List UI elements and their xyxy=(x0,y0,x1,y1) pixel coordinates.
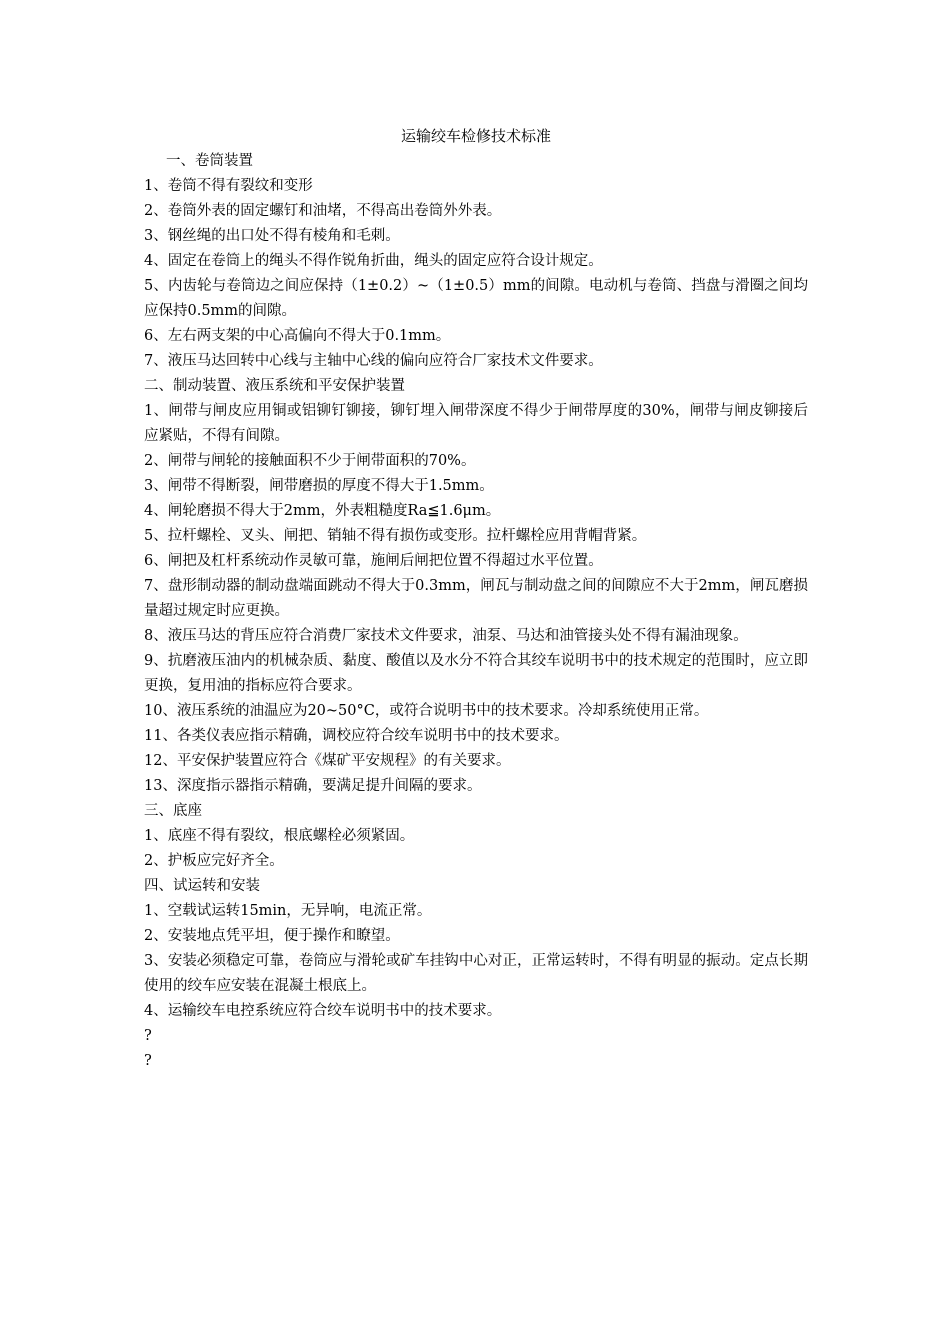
list-item: 7、液压马达回转中心线与主轴中心线的偏向应符合厂家技术文件要求。 xyxy=(144,353,603,369)
document-title: 运输绞车检修技术标准 xyxy=(400,127,551,145)
list-item: 3、闸带不得断裂，闸带磨损的厚度不得大于1.5mm。 xyxy=(144,478,494,494)
section-heading-3: 三、底座 xyxy=(144,803,202,819)
list-item: 12、平安保护装置应符合《煤矿平安规程》的有关要求。 xyxy=(144,753,511,769)
list-item: 1、底座不得有裂纹，根底螺栓必须紧固。 xyxy=(144,828,415,844)
list-item: 1、空载试运转15min，无异响，电流正常。 xyxy=(144,903,432,919)
list-item: 2、护板应完好齐全。 xyxy=(144,853,284,869)
list-item: 7、盘形制动器的制动盘端面跳动不得大于0.3mm，闸瓦与制动盘之间的间隙应不大于2mm，闸瓦磨损量超过规定时应更换。 xyxy=(144,578,808,619)
document-page xyxy=(144,124,808,1074)
section-heading-2: 二、制动装置、液压系统和平安保护装置 xyxy=(144,378,405,394)
list-item: 4、运输绞车电控系统应符合绞车说明书中的技术要求。 xyxy=(144,1003,502,1019)
trailing-mark: ? xyxy=(144,1028,152,1044)
list-item: 5、拉杆螺栓、叉头、闸把、销轴不得有损伤或变形。拉杆螺栓应用背帽背紧。 xyxy=(144,528,647,544)
list-item: 2、安装地点凭平坦，便于操作和瞭望。 xyxy=(144,928,400,944)
list-item: 6、左右两支架的中心高偏向不得大于0.1mm。 xyxy=(144,328,451,344)
list-item: 9、抗磨液压油内的机械杂质、黏度、酸值以及水分不符合其绞车说明书中的技术规定的范围时，应立即更换，复用油的指标应符合要求。 xyxy=(144,653,808,694)
list-item: 11、各类仪表应指示精确，调校应符合绞车说明书中的技术要求。 xyxy=(144,728,569,744)
list-item: 4、固定在卷筒上的绳头不得作锐角折曲，绳头的固定应符合设计规定。 xyxy=(144,253,603,269)
list-item: 8、液压马达的背压应符合消费厂家技术文件要求，油泵、马达和油管接头处不得有漏油现象。 xyxy=(144,628,748,644)
trailing-mark: ? xyxy=(144,1053,152,1069)
list-item: 1、闸带与闸皮应用铜或铝铆钉铆接，铆钉埋入闸带深度不得少于闸带厚度的30%，闸带与闸皮铆接后应紧贴，不得有间隙。 xyxy=(144,403,808,444)
list-item: 10、液压系统的油温应为20~50°C，或符合说明书中的技术要求。冷却系统使用正常。 xyxy=(144,703,709,719)
list-item: 3、钢丝绳的出口处不得有棱角和毛刺。 xyxy=(144,228,400,244)
list-item: 5、内齿轮与卷筒边之间应保持（1±0.2）~（1±0.5）mm的间隙。电动机与卷筒、挡盘与滑圈之间均应保持0.5mm的间隙。 xyxy=(144,278,808,319)
list-item: 3、安装必须稳定可靠，卷筒应与滑轮或矿车挂钩中心对正，正常运转时，不得有明显的振动。定点长期使用的绞车应安装在混凝土根底上。 xyxy=(144,953,808,994)
list-item: 1、卷筒不得有裂纹和变形 xyxy=(144,178,313,194)
list-item: 2、闸带与闸轮的接触面积不少于闸带面积的70%。 xyxy=(144,453,476,469)
section-heading-1: 一、卷筒装置 xyxy=(166,153,253,169)
list-item: 13、深度指示器指示精确，要满足提升间隔的要求。 xyxy=(144,778,482,794)
list-item: 6、闸把及杠杆系统动作灵敏可靠，施闸后闸把位置不得超过水平位置。 xyxy=(144,553,603,569)
list-item: 2、卷筒外表的固定螺钉和油堵，不得高出卷筒外外表。 xyxy=(144,203,502,219)
list-item: 4、闸轮磨损不得大于2mm，外表粗糙度Ra≦1.6μm。 xyxy=(144,503,501,519)
section-heading-4: 四、试运转和安装 xyxy=(144,878,260,894)
